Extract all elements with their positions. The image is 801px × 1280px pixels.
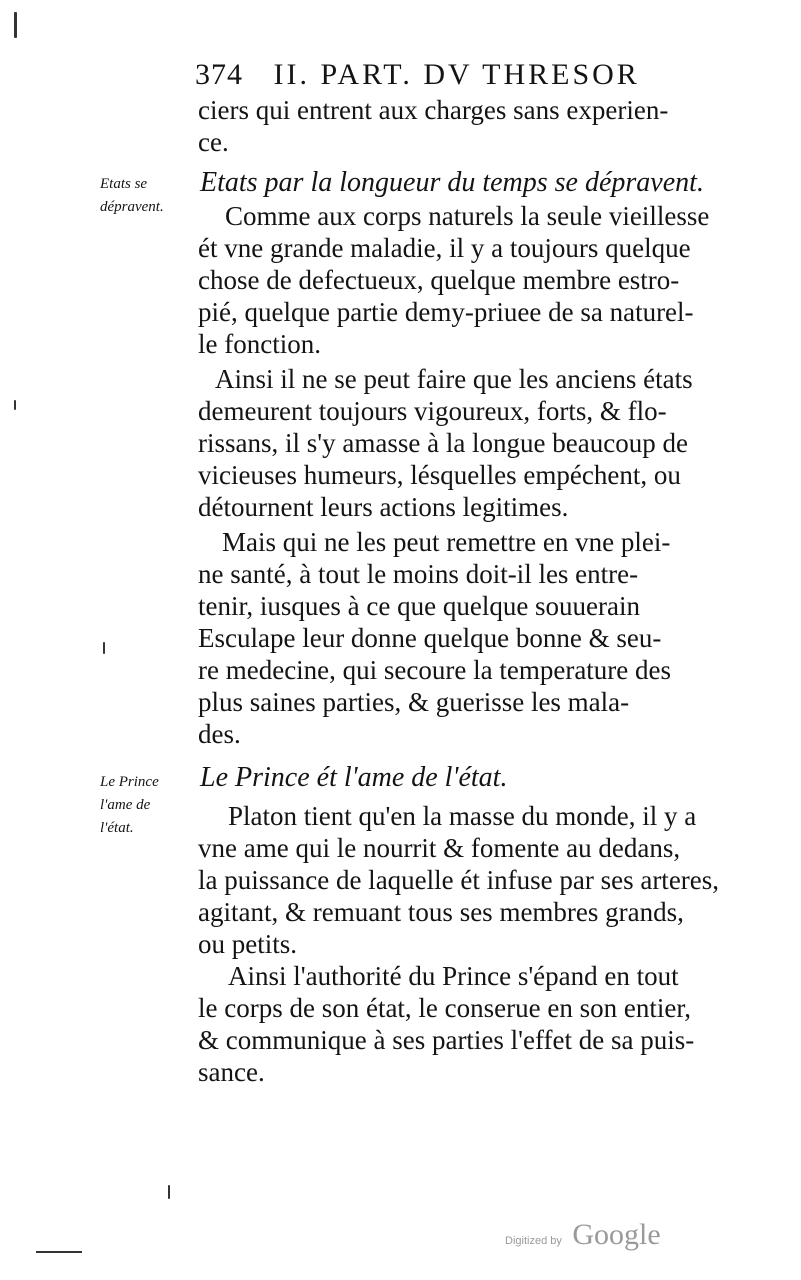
text-line: plus saines parties, & guerisse les mala- bbox=[198, 687, 630, 717]
text-line: vne ame qui le nourrit & fomente au dedans, bbox=[198, 833, 681, 863]
digitization-watermark bbox=[505, 1218, 661, 1252]
text-line: rissans, il s'y amasse à la longue beaucoup de bbox=[198, 428, 688, 458]
text-line: pié, quelque partie demy-priuee de sa naturel- bbox=[198, 297, 694, 327]
margin-note-etats bbox=[100, 173, 200, 219]
text-line: ou petits. bbox=[198, 929, 297, 959]
page-number: 374 bbox=[195, 58, 243, 91]
text-line: re medecine, qui secoure la temperature des bbox=[198, 655, 672, 685]
margin-note-line: Etats se bbox=[100, 176, 148, 192]
scan-mark bbox=[103, 642, 105, 654]
section-heading-prince: Le Prince ét l'ame de l'état. bbox=[200, 762, 508, 793]
running-header bbox=[195, 58, 675, 92]
text-line: ne santé, à tout le moins doit-il les entre- bbox=[198, 559, 639, 589]
text-line: Ainsi l'authorité du Prince s'épand en tout bbox=[228, 961, 679, 991]
section-heading-etats: Etats par la longueur du temps se dépravent. bbox=[200, 167, 704, 198]
text-line: ciers qui entrent aux charges sans experien- bbox=[198, 95, 669, 125]
text-line: chose de defectueux, quelque membre estro- bbox=[198, 265, 680, 295]
text-line: détournent leurs actions legitimes. bbox=[198, 492, 569, 522]
text-line: sance. bbox=[198, 1057, 265, 1087]
text-line: Ainsi il ne se peut faire que les anciens états bbox=[215, 364, 693, 394]
text-line: des. bbox=[198, 719, 241, 749]
text-line: tenir, iusques à ce que quelque souuerain bbox=[198, 591, 641, 621]
text-line: Mais qui ne les peut remettre en vne plei- bbox=[222, 527, 671, 557]
scan-mark bbox=[14, 12, 17, 38]
scan-mark bbox=[36, 1251, 82, 1253]
margin-note-line: l'ame de bbox=[100, 797, 151, 813]
margin-note-prince bbox=[100, 771, 200, 840]
margin-note-line: dépravent. bbox=[100, 199, 164, 215]
running-title: II. PART. DV THRESOR bbox=[273, 58, 640, 91]
google-logo-text: Google bbox=[572, 1218, 661, 1251]
text-line: Esculape leur donne quelque bonne & seu- bbox=[198, 623, 662, 653]
text-line: le corps de son état, le conserue en son entier, bbox=[198, 993, 691, 1023]
margin-note-line: Le Prince bbox=[100, 774, 159, 790]
text-line: ce. bbox=[198, 127, 229, 157]
text-line: le fonction. bbox=[198, 329, 321, 359]
text-line: demeurent toujours vigoureux, forts, & flo- bbox=[198, 396, 667, 426]
text-line: ét vne grande maladie, il y a toujours quelque bbox=[198, 233, 691, 263]
text-line: & communique à ses parties l'effet de sa puis- bbox=[198, 1025, 695, 1055]
text-line: agitant, & remuant tous ses membres grands, bbox=[198, 897, 684, 927]
text-line: Comme aux corps naturels la seule vieillesse bbox=[225, 201, 710, 231]
scan-mark bbox=[168, 1185, 170, 1199]
text-line: Platon tient qu'en la masse du monde, il y a bbox=[228, 801, 697, 831]
margin-note-line: l'état. bbox=[100, 820, 134, 836]
scan-mark bbox=[14, 400, 16, 410]
text-line: la puissance de laquelle ét infuse par ses arteres, bbox=[198, 865, 720, 895]
text-line: vicieuses humeurs, lésquelles empéchent, ou bbox=[198, 460, 681, 490]
digitized-label: Digitized by bbox=[505, 1235, 562, 1247]
